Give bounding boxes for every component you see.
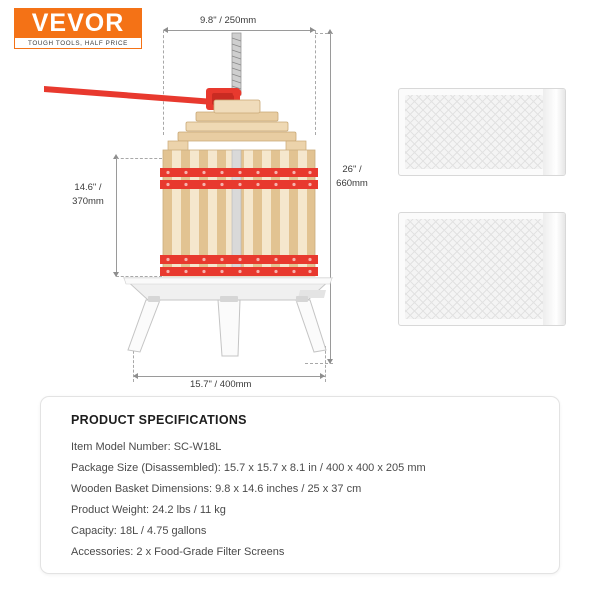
spec-label-basket-dimensions: Wooden Basket Dimensions: bbox=[71, 483, 213, 495]
filter-bag-top-fold bbox=[543, 89, 565, 175]
tripod-stand bbox=[128, 300, 326, 356]
screw-shaft bbox=[232, 33, 241, 95]
spec-value-accessories: 2 x Food-Grade Filter Screens bbox=[136, 546, 285, 558]
filter-bag-top-mesh bbox=[405, 95, 543, 169]
brand-tagline: TOUGH TOOLS, HALF PRICE bbox=[14, 38, 142, 49]
spec-value-model-number: SC-W18L bbox=[173, 441, 222, 453]
spec-row bbox=[71, 500, 529, 521]
product-specifications-card bbox=[40, 396, 560, 574]
brand-name: VEVOR bbox=[14, 8, 142, 38]
fruit-press-drawing bbox=[0, 0, 380, 390]
spec-label-accessories: Accessories: bbox=[71, 546, 134, 558]
spec-row bbox=[71, 521, 529, 542]
product-illustration bbox=[0, 0, 380, 390]
spec-value-package-size: 15.7 x 15.7 x 8.1 in / 400 x 400 x 205 mm bbox=[223, 462, 426, 474]
basket-width-label: 9.8" / 250mm bbox=[200, 15, 257, 26]
spec-value-basket-dimensions: 9.8 x 14.6 inches / 25 x 37 cm bbox=[215, 483, 362, 495]
pressure-plate-stack bbox=[168, 100, 306, 151]
ratchet-handle bbox=[44, 86, 242, 110]
filter-bag-top bbox=[398, 88, 566, 176]
filter-bag-bottom-mesh bbox=[405, 219, 543, 319]
spec-label-capacity: Capacity: bbox=[71, 525, 117, 537]
basket-height-label-bottom: 370mm bbox=[72, 196, 104, 207]
filter-bag-bottom-fold bbox=[543, 213, 565, 325]
base-width-label: 15.7" / 400mm bbox=[190, 379, 252, 390]
spec-row bbox=[71, 458, 529, 479]
spec-label-model-number: Item Model Number: bbox=[71, 441, 171, 453]
filter-bag-bottom bbox=[398, 212, 566, 326]
spec-label-product-weight: Product Weight: bbox=[71, 504, 150, 516]
spec-value-product-weight: 24.2 lbs / 11 kg bbox=[152, 504, 226, 516]
spec-row bbox=[71, 437, 529, 458]
spec-row bbox=[71, 479, 529, 500]
basket-height-label-top: 14.6" / bbox=[74, 182, 102, 193]
overall-height-label-top: 26" / bbox=[342, 164, 362, 175]
spec-value-capacity: 18L / 4.75 gallons bbox=[119, 525, 207, 537]
overall-height-label-bottom: 660mm bbox=[336, 178, 368, 189]
spec-row bbox=[71, 542, 529, 563]
spec-label-package-size: Package Size (Disassembled): bbox=[71, 462, 221, 474]
spec-card-title: PRODUCT SPECIFICATIONS bbox=[71, 413, 247, 427]
